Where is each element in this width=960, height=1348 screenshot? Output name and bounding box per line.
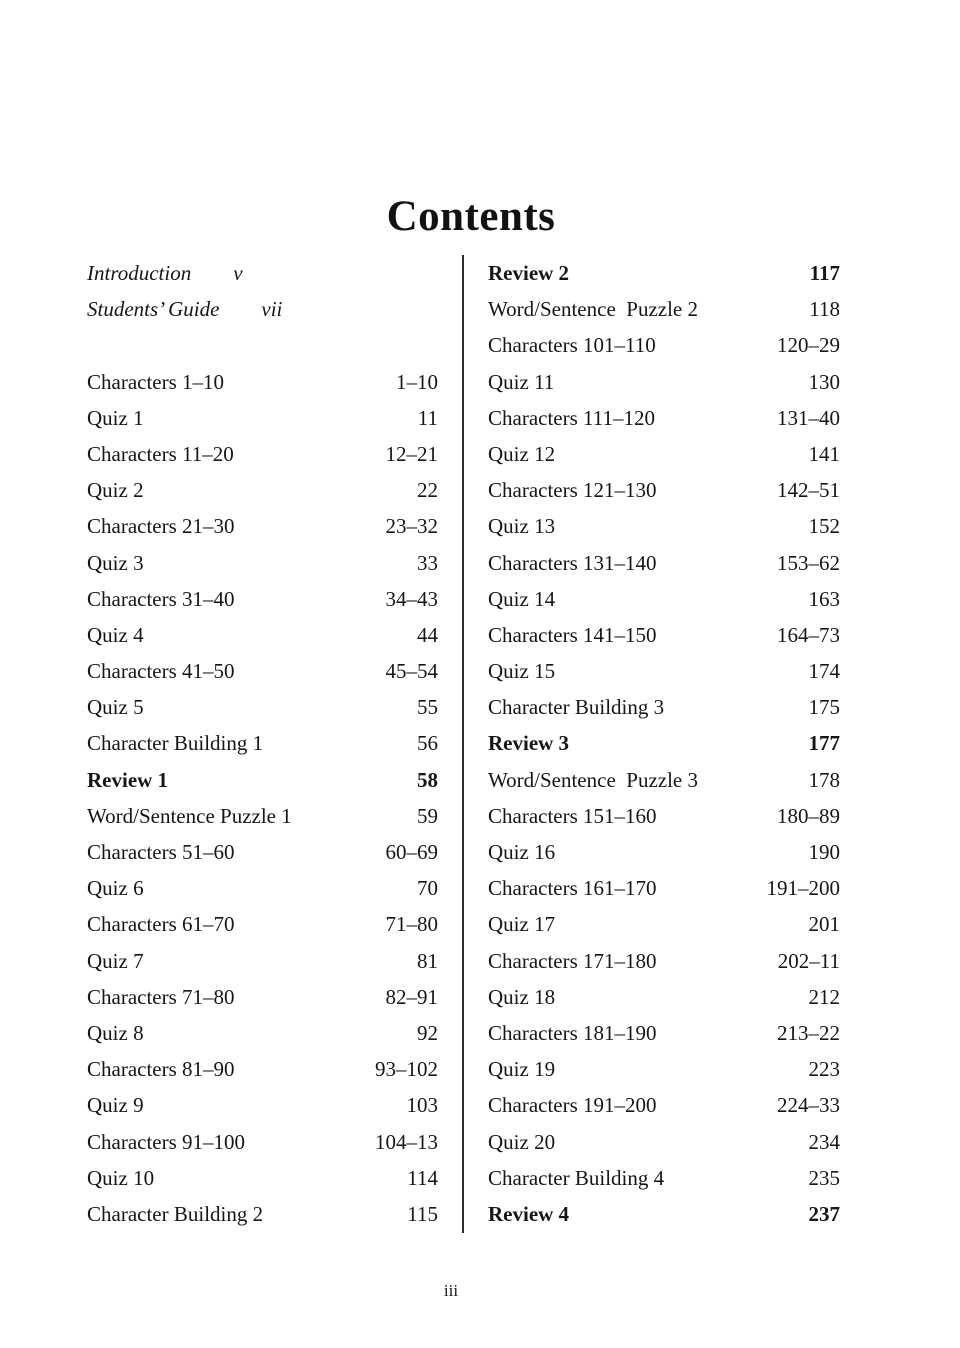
toc-entry [488, 400, 840, 436]
toc-entry-page: 81 [417, 948, 438, 973]
toc-entry [87, 979, 438, 1015]
toc-entry-page: 163 [808, 586, 840, 611]
toc-entry-label: Quiz 14 [488, 586, 556, 611]
toc-columns [87, 255, 855, 1233]
toc-entry-label: Review 2 [488, 261, 570, 285]
toc-entry [87, 943, 438, 979]
toc-entry-page: 178 [808, 767, 840, 792]
toc-entry [488, 1160, 840, 1196]
toc-entry-label: Characters 91–100 [87, 1129, 246, 1154]
toc-entry [488, 1015, 840, 1051]
toc-entry-label: Quiz 12 [488, 441, 556, 466]
toc-entry [87, 508, 438, 544]
toc-entry-page: 45–54 [385, 659, 438, 684]
toc-entry [87, 725, 438, 761]
toc-entry-label: Quiz 3 [87, 550, 144, 575]
toc-entry-label: Characters 171–180 [488, 948, 657, 973]
toc-entry-page: 1–10 [396, 369, 438, 394]
toc-entry-page: 117 [809, 261, 840, 285]
toc-entry-page: 92 [417, 1020, 438, 1045]
front-matter-entry [87, 291, 438, 327]
toc-entry [87, 617, 438, 653]
toc-entry-page: 33 [417, 550, 438, 575]
toc-entry-label: Quiz 6 [87, 876, 144, 901]
toc-entry-label: Quiz 17 [488, 912, 556, 937]
toc-entry-page: 201 [808, 912, 840, 937]
front-matter-page: v [233, 261, 243, 285]
toc-entry-label: Quiz 19 [488, 1057, 556, 1082]
toc-entry [87, 762, 438, 798]
toc-entry-label: Quiz 1 [87, 405, 144, 430]
toc-entry-page: 93–102 [375, 1057, 438, 1082]
page-title: Contents [386, 192, 556, 240]
toc-entry-label: Quiz 15 [488, 659, 556, 684]
toc-entry [87, 1196, 438, 1232]
toc-entry [488, 1051, 840, 1087]
toc-entry-label: Quiz 10 [87, 1165, 155, 1190]
toc-entry-page: 223 [808, 1057, 840, 1082]
toc-entry [87, 689, 438, 725]
toc-entry [488, 979, 840, 1015]
toc-entry-label: Word/Sentence Puzzle 3 [488, 767, 698, 792]
toc-entry [488, 653, 840, 689]
toc-entry [488, 1196, 840, 1232]
toc-entry-page: 58 [417, 767, 438, 792]
toc-entry-page: 23–32 [385, 514, 438, 539]
toc-entry-page: 22 [417, 478, 438, 503]
toc-entry [87, 1015, 438, 1051]
toc-entry-page: 237 [808, 1201, 840, 1226]
toc-entry-label: Quiz 16 [488, 840, 556, 864]
toc-left-column [87, 255, 462, 1233]
toc-entry-page: 34–43 [385, 586, 438, 611]
toc-entry-label: Quiz 5 [87, 695, 144, 720]
toc-entry-label: Quiz 9 [87, 1093, 144, 1118]
toc-entry-page: 103 [406, 1093, 438, 1118]
toc-entry-page: 142–51 [777, 478, 840, 503]
toc-entry-page: 164–73 [777, 622, 840, 647]
toc-entry-label: Quiz 20 [488, 1129, 556, 1154]
toc-entry [488, 327, 840, 363]
toc-entry [87, 1051, 438, 1087]
front-matter-entry [87, 255, 438, 291]
toc-entry [87, 1124, 438, 1160]
toc-entry [87, 400, 438, 436]
toc-entry-label: Characters 131–140 [488, 550, 657, 575]
toc-entry-label: Quiz 4 [87, 622, 144, 647]
toc-entry [488, 291, 840, 327]
toc-entry-label: Review 3 [488, 731, 570, 756]
toc-entry [87, 436, 438, 472]
toc-entry-label: Characters 1–10 [87, 369, 225, 394]
toc-entry [488, 581, 840, 617]
front-matter-page: vii [261, 297, 283, 322]
toc-entry-page: 131–40 [777, 405, 840, 430]
front-matter-list [87, 255, 438, 327]
toc-entry-page: 174 [808, 659, 840, 684]
toc-entry-page: 59 [417, 803, 438, 828]
toc-entry-label: Character Building 3 [488, 695, 665, 720]
toc-entry-label: Characters 121–130 [488, 478, 657, 503]
toc-entry-page: 224–33 [777, 1093, 840, 1118]
toc-entry-page: 12–21 [385, 441, 438, 466]
toc-entry-label: Characters 151–160 [488, 803, 657, 828]
toc-entry-label: Characters 81–90 [87, 1057, 235, 1082]
toc-entry-label: Character Building 2 [87, 1201, 264, 1226]
toc-entry [87, 581, 438, 617]
toc-entry [488, 617, 840, 653]
toc-entry-label: Character Building 4 [488, 1165, 665, 1190]
toc-entry-page: 44 [417, 622, 438, 647]
toc-entry-page: 104–13 [375, 1129, 438, 1154]
toc-entry [488, 436, 840, 472]
toc-entry-label: Characters 51–60 [87, 840, 235, 864]
toc-entry [488, 798, 840, 834]
toc-entry [488, 255, 840, 291]
toc-entry-page: 55 [417, 695, 438, 720]
toc-entry-label: Characters 41–50 [87, 659, 235, 684]
toc-entry-page: 152 [808, 514, 840, 539]
toc-entry-label: Review 4 [488, 1201, 570, 1226]
toc-entry [87, 798, 438, 834]
toc-entry-label: Review 1 [87, 767, 169, 792]
toc-entry-page: 234 [808, 1129, 840, 1154]
toc-entry-label: Characters 11–20 [87, 441, 234, 466]
toc-entry [488, 725, 840, 761]
toc-entry-page: 70 [417, 876, 438, 901]
toc-entry-page: 56 [417, 731, 438, 756]
toc-entry-label: Characters 71–80 [87, 984, 235, 1009]
toc-entry-label: Quiz 8 [87, 1020, 144, 1045]
toc-left-list [87, 364, 438, 1233]
toc-entry-label: Characters 181–190 [488, 1020, 657, 1045]
toc-entry [87, 906, 438, 942]
toc-entry [87, 472, 438, 508]
toc-entry-page: 212 [808, 984, 840, 1009]
toc-entry [87, 834, 438, 870]
toc-entry-page: 130 [808, 369, 840, 394]
toc-entry [488, 906, 840, 942]
toc-entry-page: 180–89 [777, 803, 840, 828]
front-matter-label: Students’ Guide [87, 297, 220, 322]
toc-entry-page: 115 [407, 1201, 438, 1226]
toc-entry-page: 82–91 [385, 984, 438, 1009]
toc-entry-label: Word/Sentence Puzzle 1 [87, 803, 292, 828]
toc-entry-page: 60–69 [385, 840, 438, 864]
toc-entry-label: Characters 111–120 [488, 405, 655, 430]
toc-entry-page: 71–80 [385, 912, 438, 937]
toc-entry [87, 653, 438, 689]
toc-entry [87, 364, 438, 400]
toc-entry-label: Word/Sentence Puzzle 2 [488, 297, 698, 322]
front-matter-label: Introduction [87, 261, 192, 285]
toc-entry-page: 191–200 [766, 876, 840, 901]
toc-entry-label: Character Building 1 [87, 731, 264, 756]
toc-entry-label: Characters 161–170 [488, 876, 657, 901]
toc-entry [488, 689, 840, 725]
toc-entry-label: Quiz 7 [87, 948, 144, 973]
toc-entry [87, 870, 438, 906]
toc-entry [87, 1160, 438, 1196]
toc-entry-page: 141 [808, 441, 840, 466]
toc-entry [488, 834, 840, 870]
toc-entry [87, 545, 438, 581]
toc-entry-page: 202–11 [777, 948, 840, 973]
toc-entry-label: Characters 101–110 [488, 333, 656, 358]
toc-entry-label: Quiz 11 [488, 369, 555, 394]
toc-entry-page: 120–29 [777, 333, 840, 358]
toc-entry-page: 213–22 [777, 1020, 840, 1045]
toc-right-list [488, 255, 840, 1232]
toc-entry [87, 1087, 438, 1123]
toc-right-column [462, 255, 855, 1233]
toc-entry-page: 114 [407, 1165, 438, 1190]
toc-entry-page: 11 [417, 405, 438, 430]
front-matter-gap [87, 327, 438, 363]
toc-entry [488, 943, 840, 979]
toc-entry [488, 870, 840, 906]
toc-entry [488, 762, 840, 798]
toc-entry-page: 177 [808, 731, 840, 756]
toc-entry-label: Characters 31–40 [87, 586, 235, 611]
toc-entry-page: 235 [808, 1165, 840, 1190]
toc-entry-label: Quiz 2 [87, 478, 144, 503]
toc-entry [488, 364, 840, 400]
toc-entry-page: 190 [808, 840, 840, 864]
toc-entry-label: Characters 61–70 [87, 912, 235, 937]
toc-entry [488, 545, 840, 581]
toc-entry-page: 153–62 [777, 550, 840, 575]
toc-entry [488, 508, 840, 544]
toc-entry-label: Quiz 13 [488, 514, 556, 539]
toc-entry-label: Characters 21–30 [87, 514, 235, 539]
toc-entry [488, 472, 840, 508]
toc-entry [488, 1124, 840, 1160]
page-folio: iii [443, 1281, 459, 1300]
toc-entry-label: Quiz 18 [488, 984, 556, 1009]
toc-entry-page: 175 [808, 695, 840, 720]
toc-entry-label: Characters 141–150 [488, 622, 657, 647]
toc-entry-label: Characters 191–200 [488, 1093, 657, 1118]
toc-entry-page: 118 [809, 297, 840, 322]
toc-entry [488, 1087, 840, 1123]
